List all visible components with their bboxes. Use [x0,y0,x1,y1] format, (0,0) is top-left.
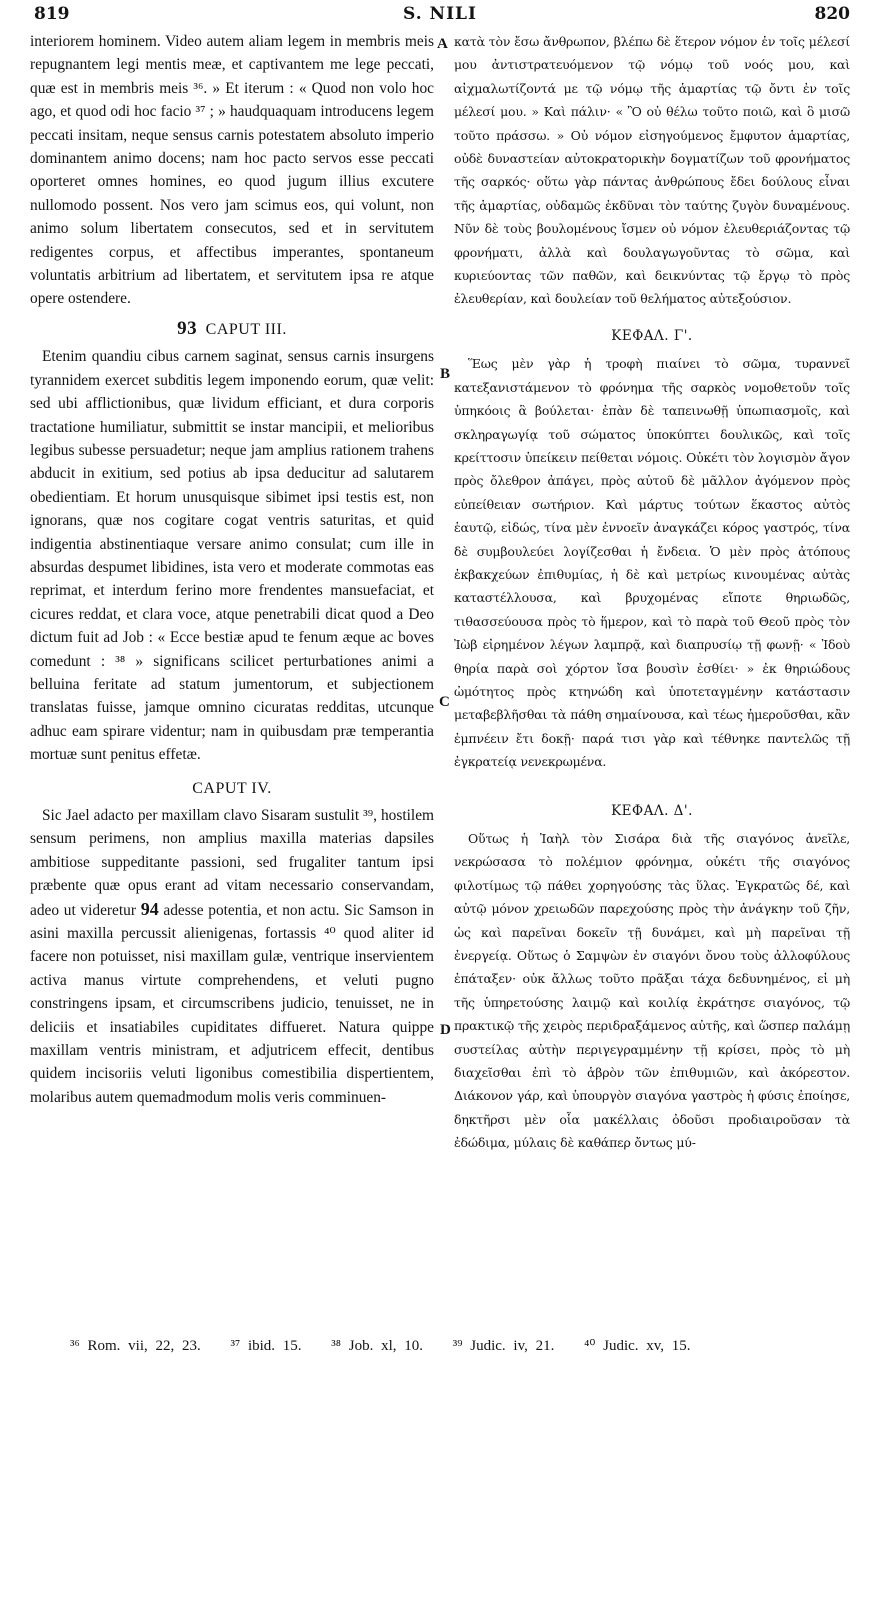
footnote-36: ³⁶ Rom. vii, 22, 23. [70,1338,201,1354]
greek-chapter-4-heading: ΚΕΦΑΛ. Δ'. [611,802,693,819]
latin-chapter-4-heading: CAPUT IV. [192,779,272,797]
footnote-38: ³⁸ Job. xl, 10. [331,1338,424,1354]
page-number-right: 820 [814,4,850,24]
latin-column [30,30,434,1620]
page-number-left: 819 [34,4,70,24]
footnotes [70,1336,850,1355]
footnote-40: ⁴⁰ Judic. xv, 15. [584,1338,691,1354]
greek-column [454,30,850,1620]
latin-chapter-3-title: CAPUT III. [205,320,287,338]
latin-paragraph-2: Etenim quandiu cibus carnem saginat, sensus carnis insurgens tyrannidem exercet subditis legem imponendo eorum, quæ velit: sed ubi afflictionibus, quæ lividum efficiant, et dura corporis tractatione humiliatur, submittit se instar mancipii, et melioribus legibus subesse persuadetur; neque jam amplius rationem trahens abducit in exitium, sed potius ab ipsa deducitur ad salutarem obedientiam. Et horum unusquisque sibimet ipsi testis est, non ignorans, quæ nos cogitare cogat ventris saturitas, et quid indigentia abstinentiaque versare animo consulat; cum ille in absurdas despumet libidines, ista vero et moderate commotas eas reprimat, et interdum ferino more frendentes mansuefaciat, et cicures reddat, et clara voce, atque penetrabili dicat quod a Deo dictum fuit ad Job : « Ecce bestiæ apud te fenum æque ac boves comedunt : ³⁸ » significans scilicet perturbationes animi a belluina feritate ad statum jumentorum, et subjectionem translatas fuisse, jamque omnino cicuratas redditas, utcunque adhuc eam spirare videntur; nam in quibusdam præ temperantia mortuæ sunt penitus effetæ. [30,348,434,764]
column-number-93: 93 [177,317,198,339]
margin-marker-a: A [437,36,448,52]
latin-paragraph-1: interiorem hominem. Video autem aliam legem in membris meis repugnantem legi mentis meæ, et captivantem me lege peccati, quæ est in membris meis ³⁶. » Et iterum : « Quod non volo hoc ago, et quod odi hoc facio ³⁷ ; » haudquaquam introducens legem peccati insitam, neque sensus carnis potestatem absoluto imperio dominantem animo docens; nam hoc pacto servos esse peccati oporteret omnes homines, eo quod jugum illius excutere nullomodo possent. Nos vero jam scimus eos, qui volunt, non animo solum libertatem consecutos, sed et in servitutem redigentes corpus, et affectibus imperantes, spontaneum voluntatis arbitrium ad libertatem, et servitutem ipsa re atque opere ostendere. [30,33,434,308]
footnote-39: ³⁹ Judic. iv, 21. [452,1338,555,1354]
margin-marker-b: B [440,366,451,382]
latin-paragraph-3 [30,804,434,1109]
greek-paragraph-2: Ἕως μὲν γὰρ ἡ τροφὴ πιαίνει τὸ σῶμα, τυραννεῖ κατεξανιστάμενον τὸ φρόνημα τῆς σαρκὸς νομοθετοῦν τοῖς ὑπηκόοις ἃ βούλεται· ἐπὰν δὲ ταπεινωθῇ ὑπωπιασμοῖς, καὶ σκληραγωγίᾳ τοῦ σώματος ὑποκύπτει δουλικῶς, καὶ τοῖς κρείττοσιν ὑπείκειν πείθεται νόμοις. Οὐκέτι τὸν λογισμὸν ἄγον πρὸς ὄλεθρον ἀπάγει, πρὸς αὐτοῦ δὲ μᾶλλον ἀγόμενον πρὸς εὐπείθειαν σωτήριον. Καὶ μάρτυς τούτων ἕκαστος αὐτὸς ἑαυτῷ, εἰδώς, τίνα μὲν ἐννοεῖν ἀναγκάζει κόρος γαστρός, τίνα δὲ συμβουλεύει λογίζεσθαι ἡ ἔνδεια. Ὁ μὲν πρὸς ἀτόπους ἐκβακχεύων ἐπιθυμίας, ἡ δὲ καὶ μετρίως κινουμένας αὐτὰς καταστέλλουσα, καὶ βρυχομένας εἴποτε θηριωδῶς, τιθασσεύουσα πρὸς τὸ ἥμερον, καὶ τὸ παρὰ τοῦ Θεοῦ πρὸς τὸν Ἰὼβ εἰρημένον λέγων λαμπρᾷ, καὶ διαπρυσίῳ τῇ φωνῇ· « Ἰδοὺ θηρία παρὰ σοὶ χόρτον ἴσα βουσὶν ἐσθίει· » ἐκ θηριώδους ὠμότητος πρὸς κτηνώδη καὶ ὑποτεταγμένην κατάστασιν μεταβεβλῆσθαι τὰ πάθη σημαίνουσα, καὶ τέως ἡμεροῦσθαι, κἂν ἐμπνέειν ἔτι δοκῇ· παρά τισι γὰρ καὶ τέθνηκε παντελῶς τῇ ἐγκρατείᾳ νενεκρωμένα. [454,356,850,770]
greek-paragraph-3: Οὕτως ἡ Ἰαὴλ τὸν Σισάρα διὰ τῆς σιαγόνος ἀνεῖλε, νεκρώσασα τὸ πολέμιον φρόνημα, οὐκέτι τῆς σιαγόνος φιλοτίμως τῷ πάθει χορηγούσης τὰς ὕλας. Ἐγκρατῶς δέ, καὶ αὐτῷ μόνον χρειωδῶν παρεχούσης πρὸς τὴν ἀνάγκην τοῦ ζῆν, ὡς καὶ παρεῖναι δοκεῖν τῇ δυνάμει, καὶ μὴ παρεῖναι τῇ ἐνεργείᾳ. Οὕτως ὁ Σαμψὼν ἐν σιαγόνι ὄνου τοὺς ἀλλοφύλους ἐπάταξεν· οὐκ ἄλλως τοῦτο πρᾶξαι τάχα δεδυνημένος, εἰ μὴ τῆς ὑπηρετούσης λαιμῷ καὶ κοιλίᾳ ἐκράτησε σιαγόνος, τῷ πρακτικῷ τῆς χειρὸς περιδραξάμενος αὐτῆς, καὶ ὥσπερ παλάμῃ συστείλας αὐτὴν περιγεγραμμένην τῇ κρίσει, πρὸς τὸ μὴ διαχεῖσθαι ἐπὶ τὸ ἁβρὸν τῶν ἐπιθυμιῶν, καὶ ἀκόρεστον. Διάκονον γάρ, καὶ ὑπουργὸν σιαγόνα γαστρὸς ἡ φύσις ἐποίησε, δηκτῆρσι μὲν οἷα μακέλλαις ὀδοῦσι προδιαιροῦσαν τὰ ἐδώδιμα, μύλαις δὲ καθάπερ ὄντως μύ- [454,831,850,1151]
column-number-94: 94 [140,898,159,919]
running-title: S. NILI [403,4,477,24]
page-header [30,2,850,30]
latin-paragraph-3-part-b: adesse potentia, et non actu. Sic Samson in asini maxilla percussit alienigenas, fortassis ⁴⁰ quod aliter id facere non potuisset, nisi maxillam gulæ, ventrique inservientem activa manus virtute comprehendens, et veluti pugno constringens ipsam, et circumscribens judicio, tenuisset, ne in deliciis et insatiabiles cupiditates diffueret. Natura quippe maxillam ventris ministram, et adjutricem effecit, dentibus quidem incisoriis veluti ligonibus comestibilia dispertientem, molaribus autem quemadmodum molis veris comminuen- [30,901,434,1106]
greek-chapter-3-heading: ΚΕΦΑΛ. Γ'. [611,327,693,344]
latin-paragraph-3-part-a: Sic Jael adacto per maxillam clavo Sisaram sustulit ³⁹, hostilem sensum perimens, non amplius maxilla materias dapsiles ambitiose suppeditante passioni, sed frugaliter tantum ipsi præbente quæ opus erant ad vitam necessario conservandam, adeo ut videretur [30,807,434,919]
margin-marker-d: D [440,1022,451,1038]
footnote-37: ³⁷ ibid. 15. [230,1338,302,1354]
latin-chapter-3-heading [30,317,434,341]
margin-marker-c: C [439,694,450,710]
greek-paragraph-1: κατὰ τὸν ἔσω ἄνθρωπον, βλέπω δὲ ἕτερον νόμον ἐν τοῖς μέλεσί μου ἀντιστρατευόμενον τῷ νόμῳ τοῦ νοός μου, καὶ αἰχμαλωτίζοντά με τῷ νόμῳ τῆς ἁμαρτίας τῷ ὄντι ἐν τοῖς μέλεσί μου. » Καὶ πάλιν· « Ὃ οὐ θέλω τοῦτο ποιῶ, καὶ ὃ μισῶ τοῦτο πράσσω. » Οὐ νόμον εἰσηγούμενος ἔμφυτον ἁμαρτίας, οὐδὲ δυναστείαν αὐτοκρατορικὴν δογματίζων τοῦ φρονήματος τῆς σαρκός· οὕτω γὰρ πάντας ἀνθρώπους ἔδει δούλους εἶναι τῆς ἁμαρτίας, οὐδαμῶς ἐκδῦναι τὸν ταύτης ζυγὸν δυναμένους. Νῦν δὲ τοὺς βουλομένους ἴσμεν οὐ νόμον ἐλευθεριάζοντας τῷ φρονήματι, ἀλλὰ καὶ δουλαγωγοῦντας τὸ σῶμα, καὶ κυριεύοντας τῶν παθῶν, καὶ δεικνύντας τῷ ἔργῳ τὸ πρὸς ἐλευθερίαν, καὶ δουλείαν τοῦ θελήματος αὐτεξούσιον. [454,34,850,307]
